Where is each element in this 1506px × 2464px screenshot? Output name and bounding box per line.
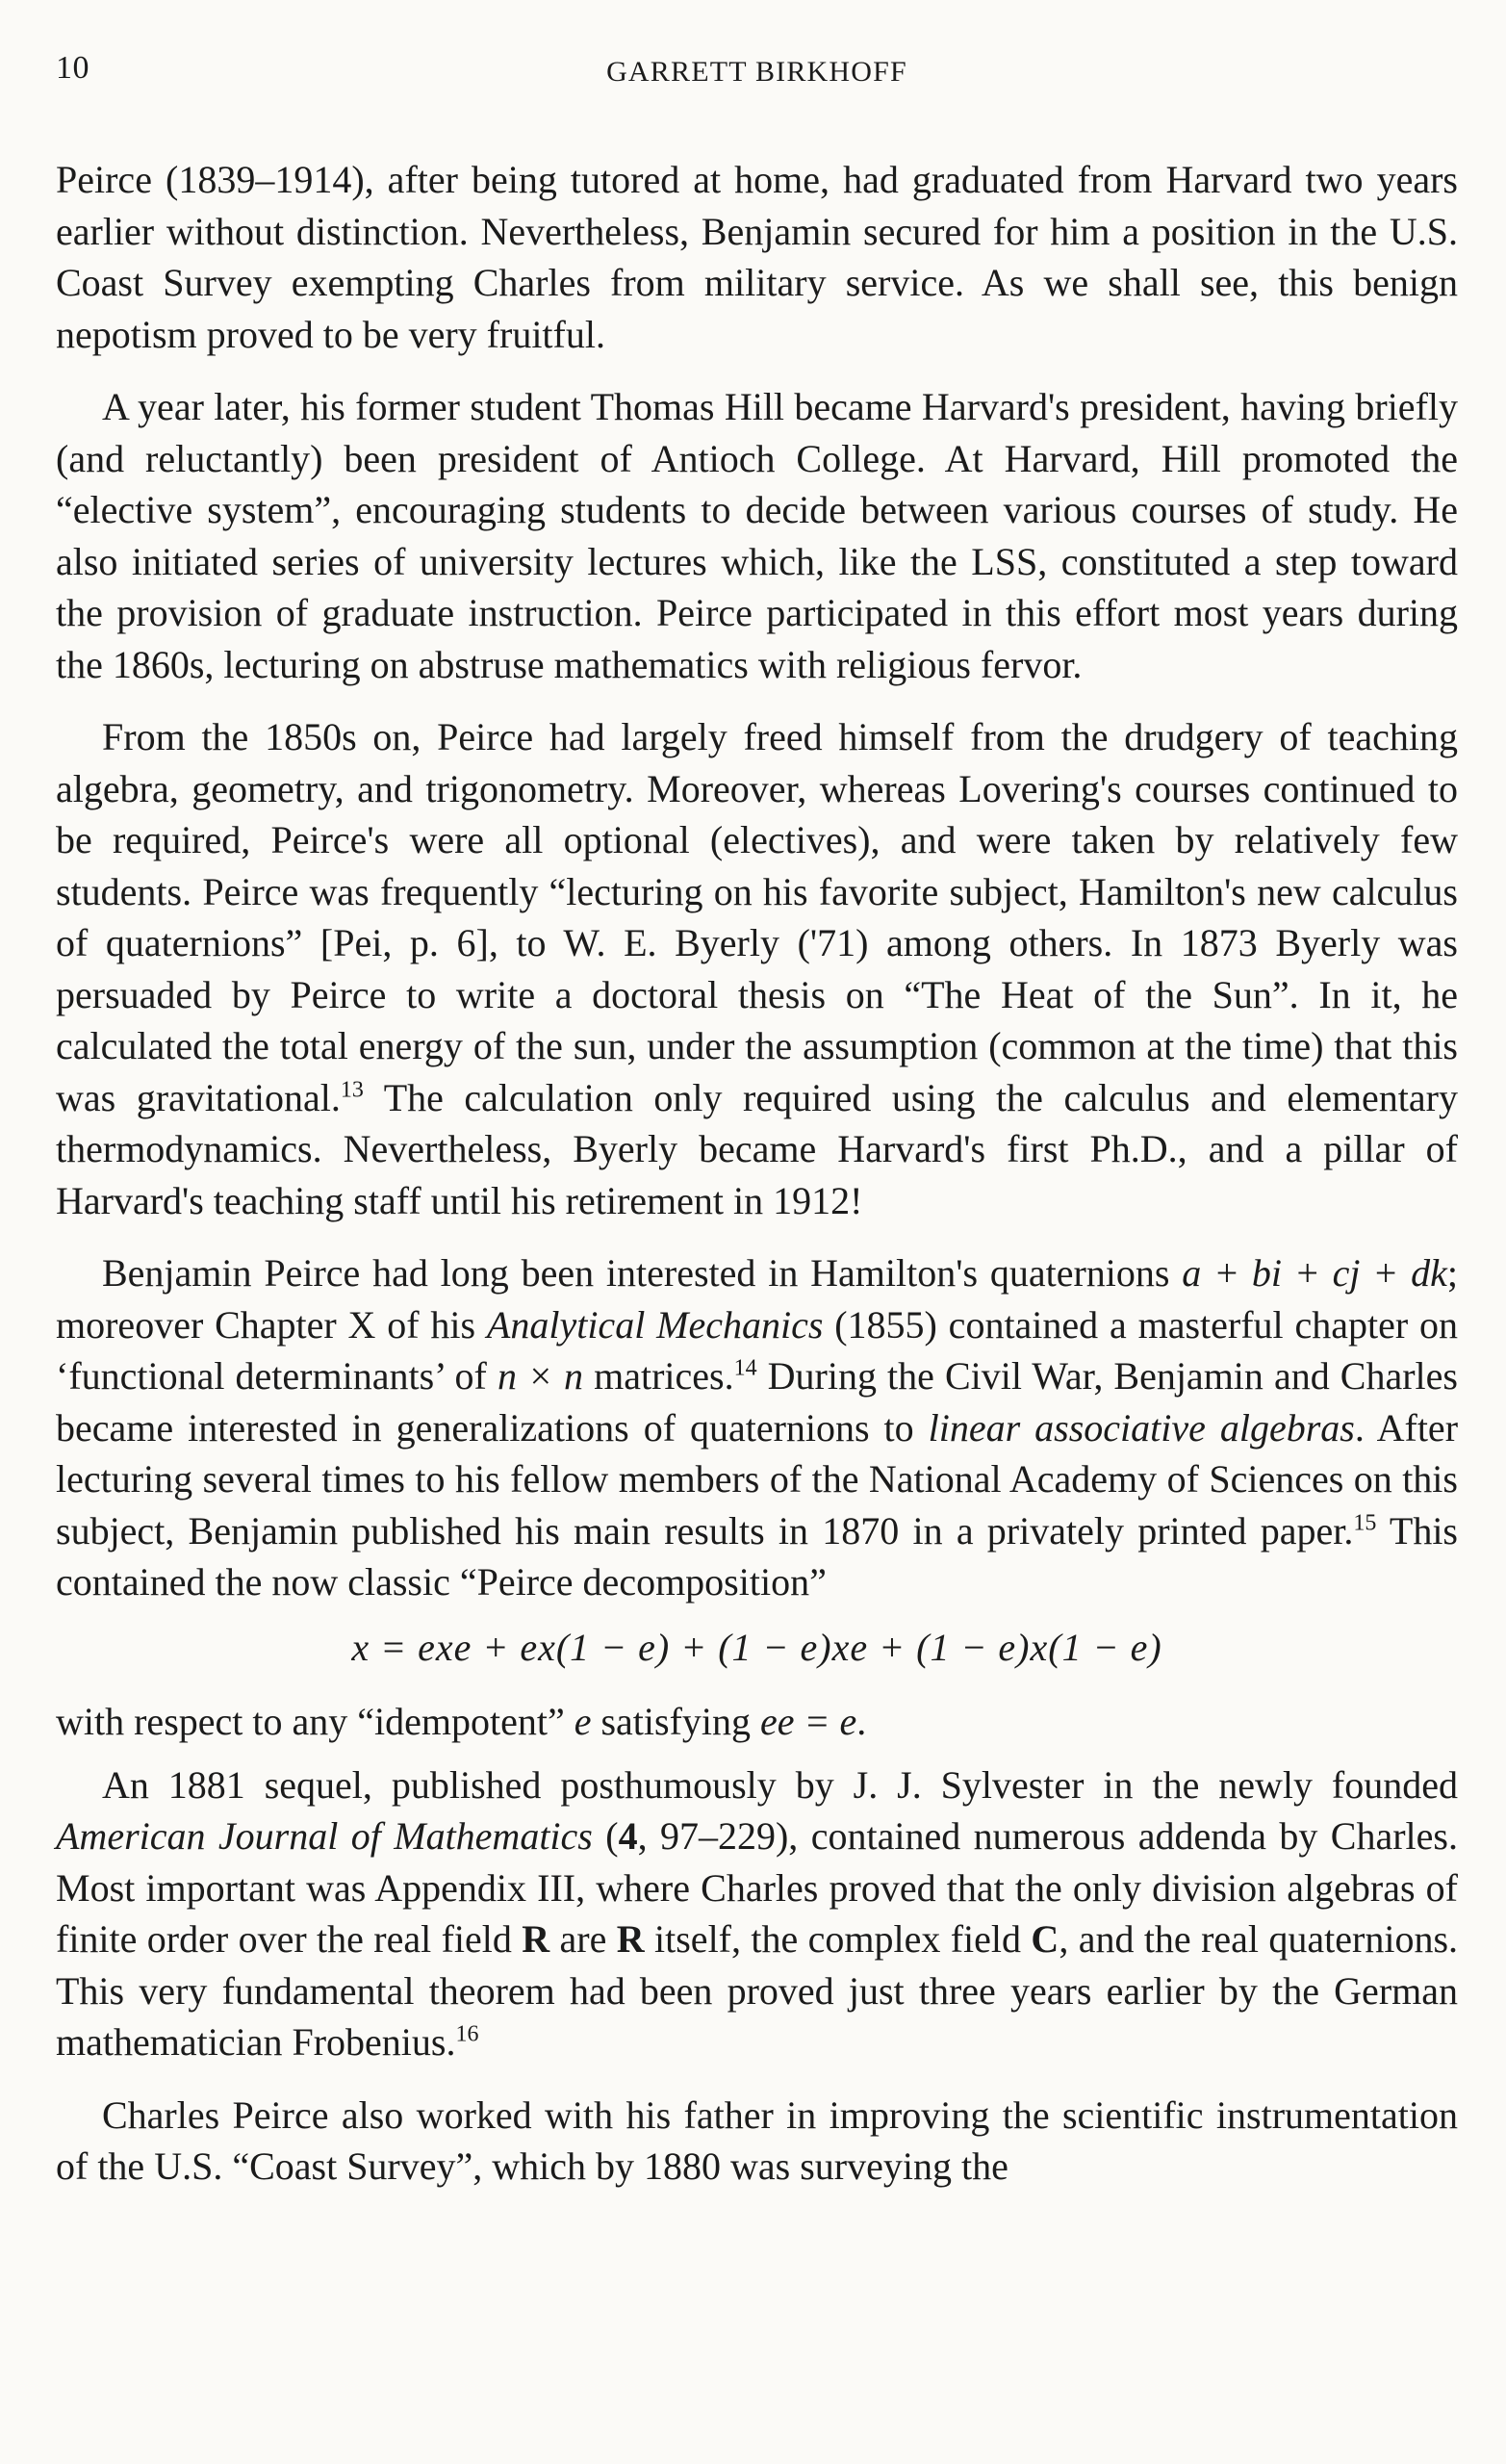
- p5-text-2b: , 97–229), contained numerous addenda by Charles. Most important was Appendix III, where Charles proved that the only division algebras of finite order over the real field: [56, 1814, 1458, 1961]
- p4-text-5: During the Civil War, Benjamin and Charles became interested in generalizations of quaternions to: [56, 1354, 1458, 1450]
- paragraph-3: [56, 711, 1458, 1226]
- peirce-decomposition-equation: x = exe + ex(1 − e) + (1 − e)xe + (1 − e)x(1 − e): [351, 1625, 1162, 1669]
- paragraph-3-text-b: The calculation only required using the calculus and elementary thermodynamics. Nevertheless, Byerly became Harvard's first Ph.D., and a pillar of Harvard's teaching staff until his retirement in 1912!: [56, 1075, 1458, 1222]
- matrix-size: n × n: [497, 1354, 584, 1398]
- ae-text-1: with respect to any “idempotent”: [56, 1700, 574, 1743]
- ae-text-2: satisfying: [591, 1700, 761, 1743]
- paragraph-after-equation: [56, 1696, 1458, 1748]
- ae-math-e: e: [574, 1700, 592, 1743]
- p5-text-3: are: [549, 1917, 617, 1961]
- footnote-ref-14: 14: [733, 1355, 757, 1381]
- paragraph-5: [56, 1759, 1458, 2068]
- real-field-symbol: R: [522, 1917, 550, 1961]
- p4-text-7: This contained the now classic “Peirce decomposition”: [56, 1508, 1459, 1604]
- p4-text-1: Benjamin Peirce had long been interested in Hamilton's quaternions: [102, 1251, 1183, 1295]
- paragraph-6: Charles Peirce also worked with his father in improving the scientific instrumentation of the U.S. “Coast Survey”, which by 1880 was surveying the: [56, 2092, 1458, 2188]
- footnote-ref-15: 15: [1353, 1510, 1377, 1536]
- book-title-analytical-mechanics: Analytical Mechanics: [486, 1302, 824, 1347]
- real-field-symbol-2: R: [616, 1917, 645, 1961]
- quaternion-expression: a + bi + cj + dk: [1182, 1251, 1447, 1295]
- paragraph-3-text-a: From the 1850s on, Peirce had largely freed himself from the drudgery of teaching algebra, geometry, and trigonometry. Moreover, whereas Lovering's courses continued to be required, Peirce's were all optional (electives), and were taken by relatively few students. Peirce was frequently “lecturing on his favorite subject, Hamilton's new calculus of quaternions” [Pei, p. 6], to W. E. Byerly ('71) among others. In 1873 Byerly was persuaded by Peirce to write a doctoral thesis on “The Heat of the Sun”. In it, he calculated the total energy of the sun, under the assumption (common at the time) that this was gravitational.: [56, 715, 1458, 1119]
- p5-text-1: An 1881 sequel, published posthumously by J. J. Sylvester in the newly founded: [102, 1762, 1458, 1807]
- journal-volume: 4: [618, 1814, 638, 1858]
- p4-text-4: matrices.: [583, 1354, 734, 1398]
- complex-field-symbol: C: [1031, 1917, 1059, 1961]
- paragraph-4: [56, 1247, 1458, 1608]
- p4-text-2: ; moreover Chapter X of his: [56, 1251, 1458, 1347]
- journal-title: American Journal of Mathematics: [56, 1814, 593, 1858]
- ae-math-ee: ee = e: [760, 1700, 857, 1743]
- linear-associative-algebras: linear associative algebras: [928, 1405, 1355, 1450]
- running-head: [56, 50, 1458, 108]
- p4-text-6: . After lecturing several times to his fellow members of the National Academy of Sciences on this subject, Benjamin published his main results in 1870 in a privately printed paper.: [56, 1405, 1459, 1553]
- p5-text-5: , and the real quaternions. This very fundamental theorem had been proved just three years earlier by the German mathematician Frobenius.: [56, 1917, 1459, 2064]
- footnote-ref-13: 13: [340, 1077, 364, 1103]
- footnote-ref-16: 16: [455, 2021, 479, 2047]
- p4-text-3: (1855) contained a masterful chapter on ‘functional determinants’ of: [56, 1302, 1458, 1398]
- p5-text-4: itself, the complex field: [644, 1917, 1032, 1961]
- ae-text-3: .: [856, 1700, 867, 1743]
- page-number: 10: [56, 50, 89, 86]
- paragraph-2: A year later, his former student Thomas Hill became Harvard's president, having briefly (and reluctantly) been president of Antioch College. At Harvard, Hill promoted the “elective system”, encouraging students to decide between various courses of study. He also initiated series of university lectures which, like the LSS, constituted a step toward the provision of graduate instruction. Peirce participated in this effort most years during the 1860s, lecturing on abstruse mathematics with religious fervor.: [56, 385, 1458, 686]
- paragraph-1: Peirce (1839–1914), after being tutored at home, had graduated from Harvard two years earlier without distinction. Nevertheless, Benjamin secured for him a position in the U.S. Coast Survey exempting Charles from military service. As we shall see, this benign nepotism proved to be very fruitful.: [56, 158, 1458, 356]
- running-title: GARRETT BIRKHOFF: [606, 56, 907, 88]
- p5-text-2a: (: [592, 1814, 619, 1858]
